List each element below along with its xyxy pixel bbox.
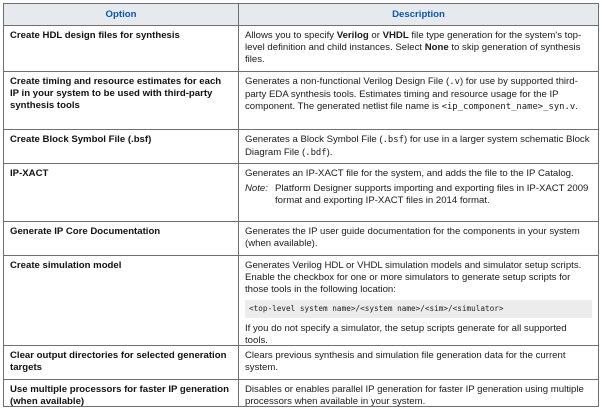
description-cell: Clears previous synthesis and simulation file generation data for the current system.	[239, 346, 599, 379]
desc-text: or	[368, 30, 383, 41]
description-cell	[239, 72, 599, 129]
option-cell: Generate IP Core Documentation	[3, 222, 239, 255]
description-cell	[239, 256, 599, 345]
table-row	[3, 379, 599, 407]
desc-text: file type generation for the system's top-level definition and child instances. Select	[245, 30, 582, 53]
netlist-filename-code: <ip_component_name>_syn.v	[441, 101, 576, 112]
table-row	[3, 255, 599, 345]
table-row	[3, 71, 599, 129]
desc-text: Allows you to specify	[245, 30, 337, 41]
header-description: Description	[239, 4, 599, 25]
description-cell: Disables or enables parallel IP generation for faster IP generation using multiple processors when available in your system.	[239, 380, 599, 406]
option-cell: Create HDL design files for synthesis	[3, 26, 239, 71]
options-table	[3, 3, 599, 407]
option-cell: Create timing and resource estimates for each IP in your system to be used with third-party synthesis tools	[3, 72, 239, 129]
note-text: Platform Designer supports importing and exporting files in IP-XACT 2009 format and exporting IP-XACT files in 2014 format.	[275, 182, 589, 206]
table-row	[3, 129, 599, 163]
description-cell	[239, 130, 599, 163]
table-header	[3, 3, 599, 25]
desc-text: to skip generation of synthesis files.	[245, 41, 581, 65]
desc-text: Generates a Block Symbol File (	[245, 134, 383, 145]
note-block	[245, 183, 592, 207]
option-cell: Use multiple processors for faster IP generation (when available)	[3, 380, 239, 406]
desc-text: ).	[326, 146, 333, 158]
desc-text: If you do not specify a simulator, the setup scripts generate for all supported tools.	[245, 323, 567, 345]
option-cell: Clear output directories for selected generation targets	[3, 346, 239, 379]
table-row	[3, 345, 599, 379]
description-cell	[239, 164, 599, 221]
desc-text: Generates Verilog HDL or VHDL simulation models and simulator setup scripts. Enable the checkbox for one or more simulators to generate setup scripts for those tools in the following location:	[245, 260, 582, 295]
desc-text: ) for use in a larger system schematic Block Diagram File (	[245, 134, 590, 158]
bsf-extension-code: .bsf	[382, 135, 404, 145]
note-label: Note:	[245, 182, 268, 194]
option-cell: Create simulation model	[3, 256, 239, 345]
desc-text: .	[575, 100, 578, 112]
table-row	[3, 163, 599, 221]
description-cell	[239, 26, 599, 71]
desc-text: Generates an IP-XACT file for the system, and adds the file to the IP Catalog.	[245, 168, 574, 179]
vhdl-term: VHDL	[382, 30, 409, 41]
none-term: None	[424, 41, 449, 53]
option-cell: IP-XACT	[3, 164, 239, 221]
desc-text: ) for use by supported third-party EDA synthesis tools. Estimates timing and resource usage for the IP component. The generated netlist file name is	[245, 76, 578, 112]
bdf-extension-code: .bdf	[305, 147, 327, 158]
file-extension-code: .v	[449, 77, 460, 87]
description-cell: Generates the IP user guide documentation for the components in your system (when available).	[239, 222, 599, 255]
option-cell: Create Block Symbol File (.bsf)	[3, 130, 239, 163]
code-block: <top-level system name>/<system name>/<sim>/<simulator>	[245, 300, 592, 318]
header-option: Option	[3, 4, 239, 25]
verilog-term: Verilog	[336, 30, 369, 41]
table-row	[3, 221, 599, 255]
desc-text: Generates a non-functional Verilog Design File (	[245, 76, 450, 87]
table-row	[3, 25, 599, 71]
